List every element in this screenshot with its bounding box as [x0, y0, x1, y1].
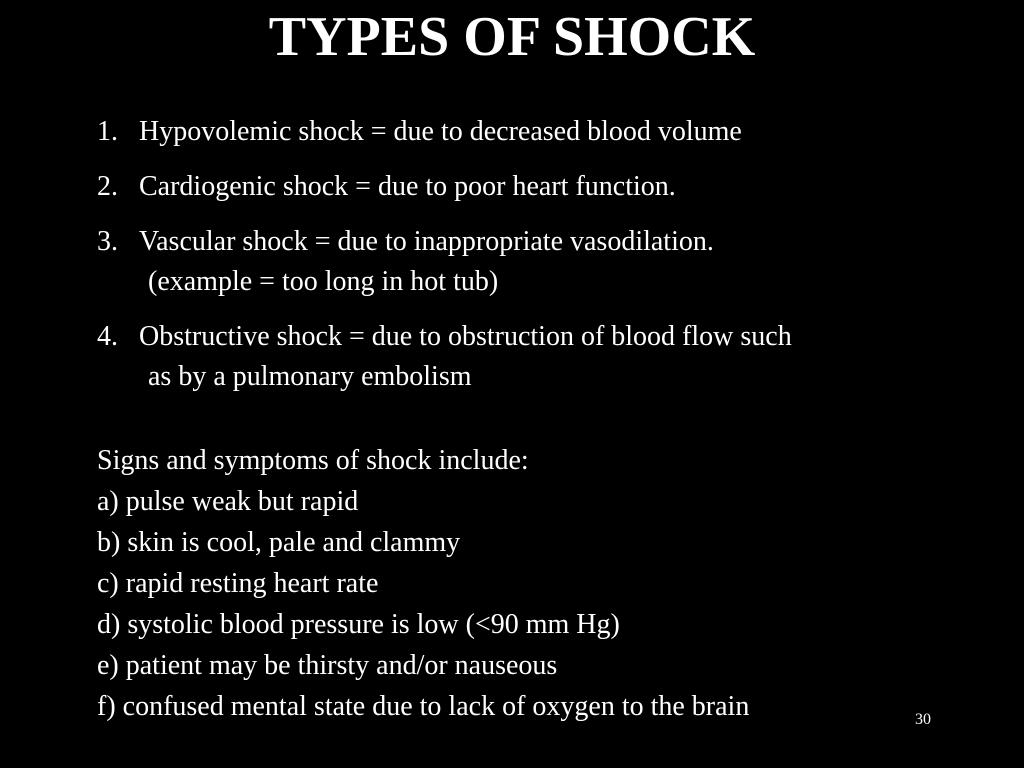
shock-type-number: 2.: [97, 171, 118, 202]
shock-type-item: [97, 222, 977, 302]
sign-item: c) rapid resting heart rate: [97, 568, 379, 599]
shock-type-subtext: (example = too long in hot tub): [148, 266, 499, 297]
signs-heading: Signs and symptoms of shock include:: [97, 445, 529, 476]
shock-type-text: Cardiogenic shock = due to poor heart function.: [139, 171, 676, 202]
shock-type-item: [97, 112, 977, 152]
shock-type-text: Obstructive shock = due to obstruction of blood flow such: [139, 321, 792, 352]
shock-type-number: 1.: [97, 116, 118, 147]
shock-type-number: 3.: [97, 226, 118, 257]
shock-type-item: [97, 167, 977, 207]
page-number: 30: [915, 711, 931, 728]
shock-type-item: [97, 317, 977, 397]
shock-type-number: 4.: [97, 321, 118, 352]
shock-type-text: Vascular shock = due to inappropriate vasodilation.: [139, 226, 714, 257]
sign-item: b) skin is cool, pale and clammy: [97, 527, 461, 558]
sign-item: a) pulse weak but rapid: [97, 486, 359, 517]
sign-item: f) confused mental state due to lack of oxygen to the brain: [97, 691, 750, 722]
sign-item: d) systolic blood pressure is low (<90 mm Hg): [97, 609, 620, 640]
slide-content: [97, 112, 977, 727]
shock-type-subtext: as by a pulmonary embolism: [148, 361, 472, 392]
spacer: [97, 412, 977, 440]
sign-item: e) patient may be thirsty and/or nauseous: [97, 650, 558, 681]
shock-type-text: Hypovolemic shock = due to decreased blood volume: [139, 116, 742, 147]
signs-section: [97, 440, 977, 727]
slide-title: TYPES OF SHOCK: [268, 6, 756, 68]
